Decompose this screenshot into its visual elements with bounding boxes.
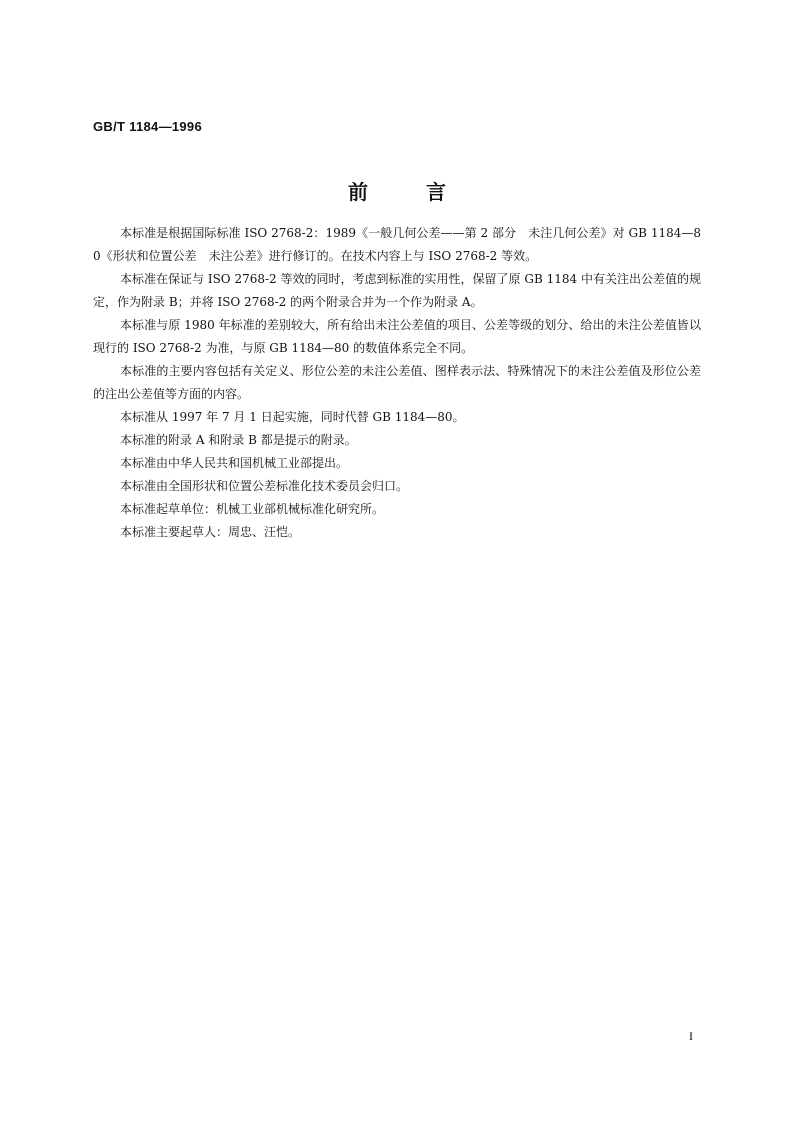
paragraph: 本标准是根据国际标准 ISO 2768-2：1989《一般几何公差——第 2 部分 未注几何公差》对 GB 1184—80《形状和位置公差 未注公差》进行修订的。在技术内容上与 ISO 2768-2 等效。 <box>93 226 701 263</box>
paragraph: 本标准与原 1980 年标准的差别较大，所有给出未注公差值的项目、公差等级的划分、给出的未注公差值皆以现行的 ISO 2768-2 为准，与原 GB 1184—80 的数值体系完全不同。 <box>93 318 701 355</box>
page-number: I <box>689 1029 693 1043</box>
paragraph: 本标准的附录 A 和附录 B 都是提示的附录。 <box>120 433 357 447</box>
paragraph: 本标准在保证与 ISO 2768-2 等效的同时，考虑到标准的实用性，保留了原 GB 1184 中有关注出公差值的规定，作为附录 B；并将 ISO 2768-2 的两个附录合并为一个作为附录 A。 <box>93 272 701 309</box>
paragraph: 本标准由中华人民共和国机械工业部提出。 <box>120 456 349 470</box>
paragraph: 本标准从 1997 年 7 月 1 日起实施，同时代替 GB 1184—80。 <box>120 410 465 424</box>
standard-code: GB/T 1184—1996 <box>93 119 202 134</box>
paragraph: 本标准由全国形状和位置公差标准化技术委员会归口。 <box>120 479 409 493</box>
paragraph: 本标准起草单位：机械工业部机械标准化研究所。 <box>120 502 385 516</box>
paragraph: 本标准的主要内容包括有关定义、形位公差的未注公差值、图样表示法、特殊情况下的未注公差值及形位公差的注出公差值等方面的内容。 <box>93 364 701 401</box>
title-char-1: 前 <box>348 180 368 204</box>
paragraph: 本标准主要起草人：周忠、汪恺。 <box>120 525 301 539</box>
page-title <box>0 176 794 205</box>
foreword-body <box>93 222 701 544</box>
title-char-2: 言 <box>426 180 446 204</box>
